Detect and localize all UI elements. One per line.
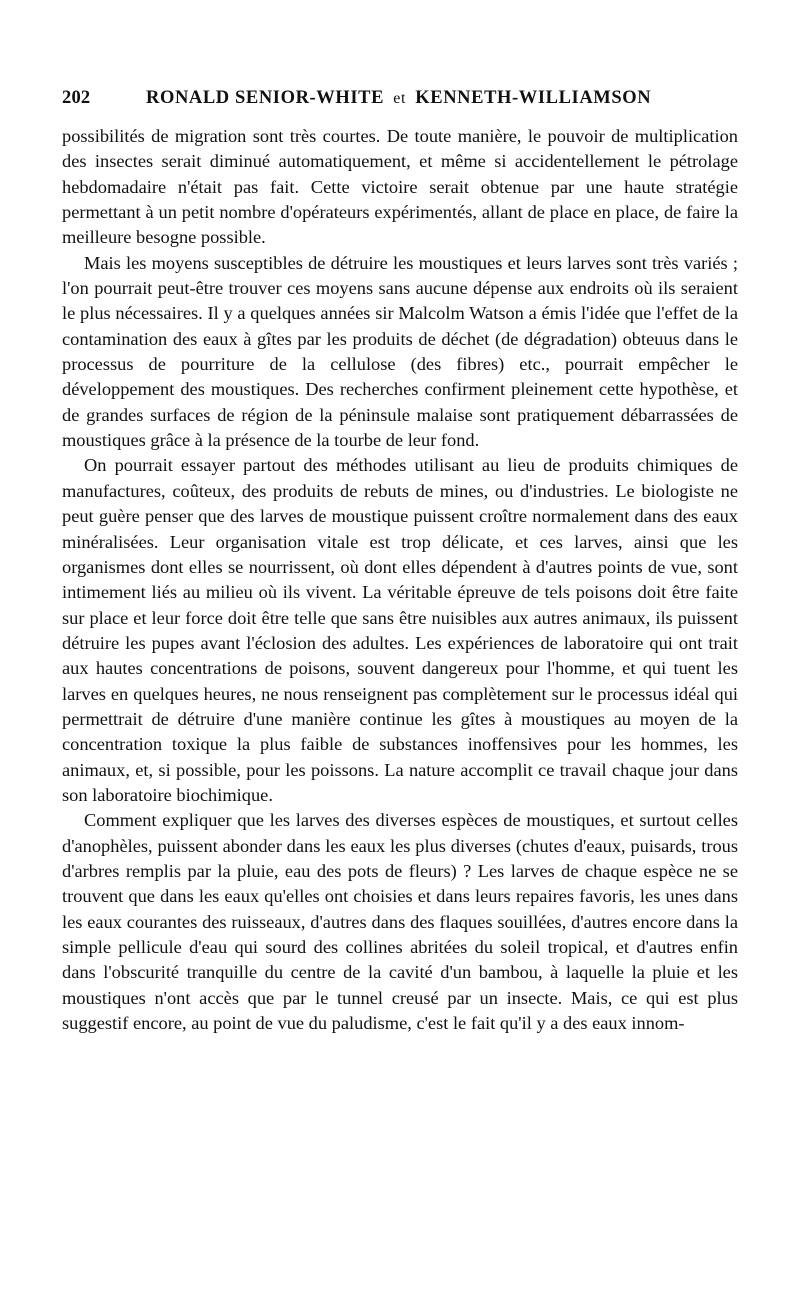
conjunction: et	[393, 90, 407, 107]
paragraph-1: possibilités de migration sont très courtes. De toute manière, le pouvoir de multiplication des insectes serait diminué automatiquement, et même si accidentellement le pétrolage hebdomadaire n'était pas fait. Cette victoire serait obtenue par une haute stratégie permettant à un petit nombre d'opérateurs expérimentés, allant de place en place, de faire la meilleure besogne possible.	[62, 126, 738, 248]
book-page	[62, 88, 738, 1036]
running-head-title	[146, 88, 651, 109]
author-left: RONALD SENIOR-WHITE	[146, 88, 385, 108]
running-head	[62, 88, 738, 124]
paragraph-2: Mais les moyens susceptibles de détruire les moustiques et leurs larves sont très variés ; l'on pourrait peut-être trouver ces moyens sans aucune dépense aux endroits où ils seraient le plus nécessaires. Il y a quelques années sir Malcolm Watson a émis l'idée que l'effet de la contamination des eaux à gîtes par les produits de déchet (de dégradation) obteuus dans le processus de pourriture de la cellulose (des fibres) etc., pourrait empêcher le développement des moustiques. Des recherches confirment pleinement cette hypothèse, et de grandes surfaces de région de la péninsule malaise sont pratiquement débarrassées de moustiques grâce à la présence de la tourbe de leur fond.	[62, 252, 738, 451]
page-number: 202	[62, 88, 91, 108]
paragraph-3: On pourrait essayer partout des méthodes utilisant au lieu de produits chimiques de manufactures, coûteux, des produits de rebuts de mines, ou d'industries. Le biologiste ne peut guère penser que des larves de moustique puissent croître normalement dans des eaux minéralisées. Leur organisation vitale est trop délicate, et ces larves, ainsi que les organismes dont elles se nourrissent, où dont elles dépendent à d'autres points de vue, sont intimement liés au milieu où ils vivent. La véritable épreuve de tels poisons doit être faite sur place et leur force doit être telle que sans être nuisibles aux autres animaux, ils puissent détruire les pupes avant l'éclosion des adultes. Les expériences de laboratoire qui ont trait aux hautes concentrations de poisons, souvent dangereux pour l'homme, et qui tuent les larves en quelques heures, ne nous renseignent pas complètement sur le processus idéal qui permettrait de détruire d'une manière continue les gîtes à moustiques au moyen de la concentration toxique la plus faible de substances inoffensives pour les hommes, les animaux, et, si possible, pour les poissons. La nature accomplit ce travail chaque jour dans son laboratoire biochimique.	[62, 455, 738, 805]
paragraph-4: Comment expliquer que les larves des diverses espèces de moustiques, et surtout celles d'anophèles, puissent abonder dans les eaux les plus diverses (chutes d'eaux, puisards, trous d'arbres remplis par la pluie, eau des pots de fleurs) ? Les larves de chaque espèce ne se trouvent que dans les eaux qu'elles ont choisies et dans leurs repaires favoris, les unes dans les eaux courantes des ruisseaux, d'autres dans des flaques souillées, d'autres encore dans la simple pellicule d'eau qui sourd des collines abritées du soleil tropical, et d'autres enfin dans l'obscurité tranquille du centre de la cavité d'un bambou, à laquelle la pluie et les moustiques n'ont accès que par le tunnel creusé par un insecte. Mais, ce qui est plus suggestif encore, au point de vue du paludisme, c'est le fait qu'il y a des eaux innom-	[62, 810, 738, 1034]
author-right: KENNETH-WILLIAMSON	[415, 88, 652, 108]
body-text	[62, 124, 738, 1036]
